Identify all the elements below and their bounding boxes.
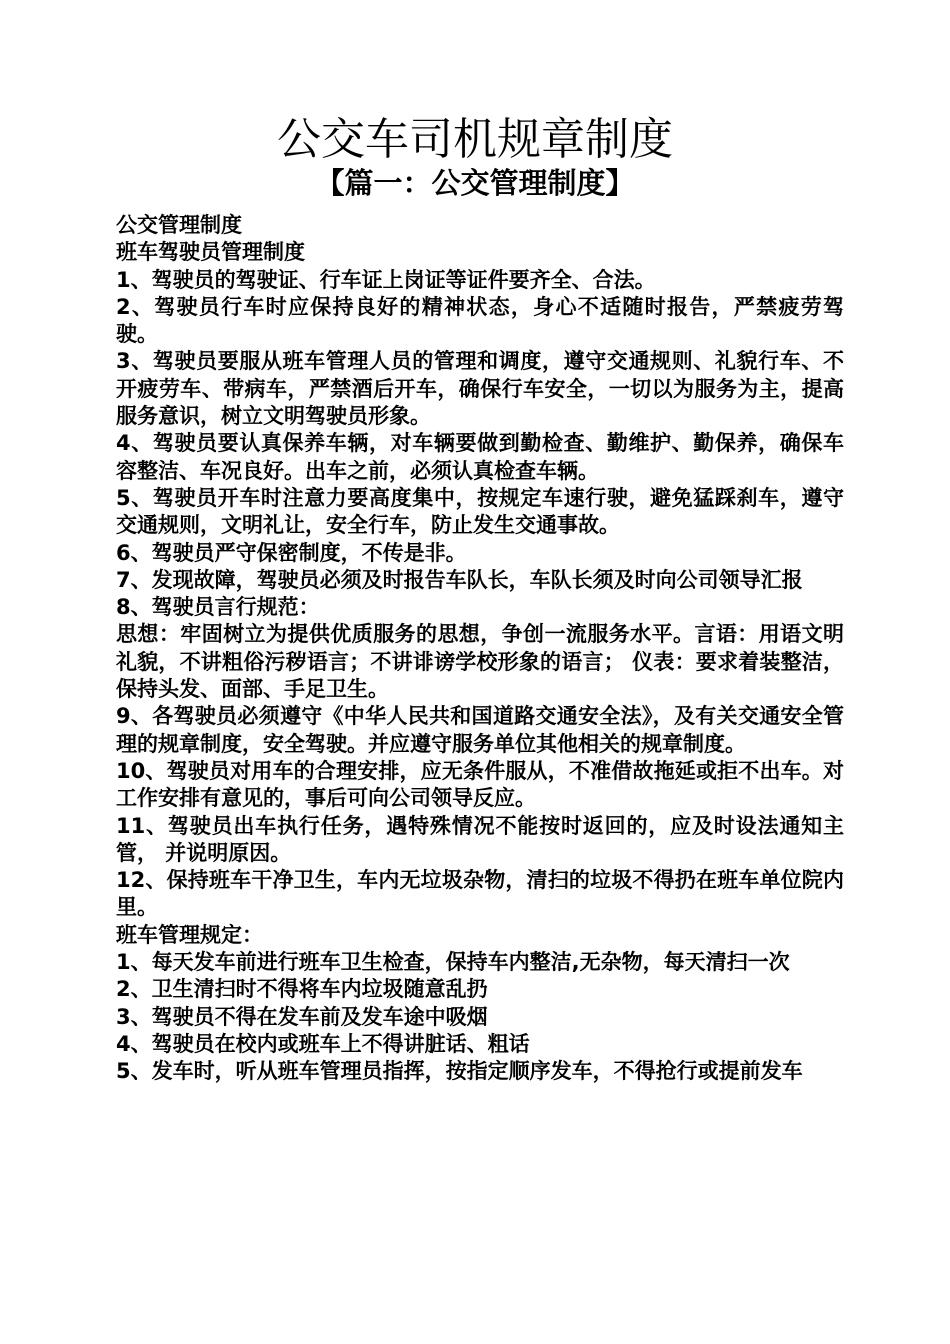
body-paragraph: 1、驾驶员的驾驶证、行车证上岗证等证件要齐全、合法。 (116, 267, 656, 292)
body-paragraph: 9、各驾驶员必须遵守《中华人民共和国道路交通安全法》，及有关交通安全管理的规章制度，安全驾驶。并应遵守服务单位其他相关的规章制度。 (116, 704, 844, 756)
body-paragraph: 4、驾驶员要认真保养车辆，对车辆要做到勤检查、勤维护、勤保养，确保车容整洁、车况良好。出车之前，必须认真检查车辆。 (116, 431, 844, 483)
body-paragraph: 班车驾驶员管理制度 (116, 240, 305, 265)
body-paragraph: 班车管理规定： (116, 922, 263, 947)
body-paragraph: 2、驾驶员行车时应保持良好的精神状态，身心不适随时报告，严禁疲劳驾驶。 (116, 294, 844, 347)
body-paragraph: 5、发车时，听从班车管理员指挥，按指定顺序发车，不得抢行或提前发车 (116, 1059, 803, 1084)
body-paragraph: 4、驾驶员在校内或班车上不得讲脏话、粗话 (116, 1031, 530, 1056)
body-paragraph: 思想：牢固树立为提供优质服务的思想，争创一流服务水平。言语：用语文明礼貌，不讲粗俗污秽语言；不讲诽谤学校形象的语言； 仪表：要求着装整洁，保持头发、面部、手足卫生。 (116, 622, 844, 702)
document-subtitle: 【篇一：公交管理制度】 (315, 166, 635, 200)
document-body (116, 212, 844, 1086)
body-paragraph: 3、驾驶员要服从班车管理人员的管理和调度，遵守交通规则、礼貌行车、不开疲劳车、带病车，严禁酒后开车，确保行车安全，一切以为服务为主，提高服务意识，树立文明驾驶员形象。 (116, 349, 844, 429)
body-paragraph: 12、保持班车干净卫生，车内无垃圾杂物，清扫的垃圾不得扔在班车单位院内里。 (116, 868, 844, 920)
body-paragraph: 8、驾驶员言行规范： (116, 595, 320, 620)
body-paragraph: 公交管理制度 (116, 213, 242, 237)
body-paragraph: 10、驾驶员对用车的合理安排，应无条件服从，不准借故拖延或拒不出车。对 工作安排有意见的，事后可向公司领导反应。 (116, 758, 844, 811)
body-paragraph: 3、驾驶员不得在发车前及发车途中吸烟 (116, 1004, 488, 1029)
body-paragraph: 7、发现故障，驾驶员必须及时报告车队长，车队长须及时向公司领导汇报 (116, 567, 803, 592)
body-paragraph: 11、驾驶员出车执行任务，遇特殊情况不能按时返回的，应及时设法通知主管， 并说明原因。 (116, 813, 844, 865)
body-paragraph: 5、驾驶员开车时注意力要高度集中，按规定车速行驶，避免猛踩刹车，遵守交通规则，文明礼让，安全行车，防止发生交通事故。 (116, 485, 844, 538)
body-paragraph: 6、驾驶员严守保密制度，不传是非。 (116, 540, 467, 565)
document-title: 公交车司机规章制度 (277, 114, 673, 165)
body-paragraph: 2、卫生清扫时不得将车内垃圾随意乱扔 (116, 977, 488, 1002)
body-paragraph: 1、每天发车前进行班车卫生检查，保持车内整洁,无杂物，每天清扫一次 (116, 950, 790, 975)
